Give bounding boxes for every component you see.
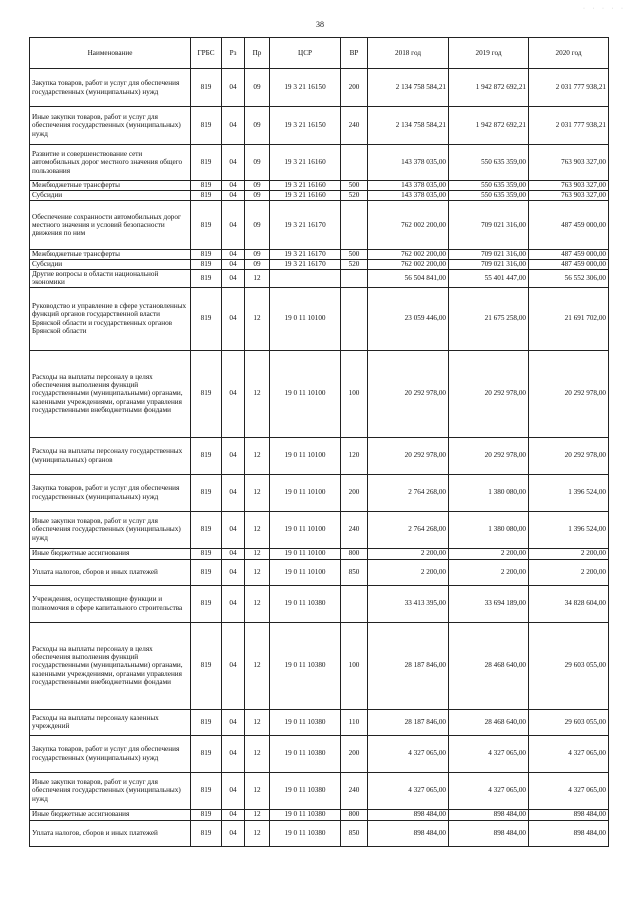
row-vr: 800 bbox=[341, 548, 368, 559]
row-value-2018: 20 292 978,00 bbox=[368, 437, 449, 474]
row-grbs: 819 bbox=[191, 559, 222, 585]
row-value-2020: 1 396 524,00 bbox=[529, 474, 609, 511]
header-2018: 2018 год bbox=[368, 38, 449, 69]
row-grbs: 819 bbox=[191, 69, 222, 107]
row-rz: 04 bbox=[222, 511, 245, 548]
table-row bbox=[30, 69, 609, 107]
row-rz: 04 bbox=[222, 270, 245, 288]
row-value-2019: 1 380 080,00 bbox=[449, 474, 529, 511]
row-value-2018: 2 134 758 584,21 bbox=[368, 107, 449, 145]
row-vr: 110 bbox=[341, 709, 368, 735]
row-rz: 04 bbox=[222, 709, 245, 735]
row-vr: 240 bbox=[341, 107, 368, 145]
row-name: Уплата налогов, сборов и иных платежей bbox=[30, 559, 191, 585]
row-grbs: 819 bbox=[191, 107, 222, 145]
row-rz: 04 bbox=[222, 622, 245, 709]
row-value-2019: 709 021 316,00 bbox=[449, 250, 529, 260]
row-name: Расходы на выплаты персоналу в целях обеспечения выполнения функций государственными (муниципальными) органами, казенными учреждениями, органами управления государственными внебюджетными фондами bbox=[30, 350, 191, 437]
row-pr: 12 bbox=[245, 511, 270, 548]
row-value-2020: 763 903 327,00 bbox=[529, 145, 609, 181]
row-name: Расходы на выплаты персоналу в целях обеспечения выполнения функций государственными (муниципальными) органами, казенными учреждениями, органами управления государственными внебюджетными фондами bbox=[30, 622, 191, 709]
row-value-2020: 1 396 524,00 bbox=[529, 511, 609, 548]
row-grbs: 819 bbox=[191, 260, 222, 270]
row-pr: 12 bbox=[245, 735, 270, 772]
row-value-2020: 898 484,00 bbox=[529, 820, 609, 846]
row-value-2018: 4 327 065,00 bbox=[368, 772, 449, 809]
row-grbs: 819 bbox=[191, 191, 222, 201]
row-rz: 04 bbox=[222, 350, 245, 437]
table-row bbox=[30, 260, 609, 270]
row-name: Обеспечение сохранности автомобильных дорог местного значения и условий безопасности движения по ним bbox=[30, 201, 191, 250]
row-name: Межбюджетные трансферты bbox=[30, 181, 191, 191]
row-value-2018: 28 187 846,00 bbox=[368, 709, 449, 735]
row-grbs: 819 bbox=[191, 709, 222, 735]
row-value-2018: 762 002 200,00 bbox=[368, 250, 449, 260]
row-grbs: 819 bbox=[191, 270, 222, 288]
row-name: Руководство и управление в сфере установленных функций органов государственной власти Брянской области и государственных органов Брянской области bbox=[30, 287, 191, 350]
table-row bbox=[30, 201, 609, 250]
row-csr: 19 0 11 10100 bbox=[270, 511, 341, 548]
row-vr: 200 bbox=[341, 69, 368, 107]
row-value-2019: 21 675 258,00 bbox=[449, 287, 529, 350]
row-csr: 19 0 11 10380 bbox=[270, 809, 341, 820]
row-name: Расходы на выплаты персоналу государственных (муниципальных) органов bbox=[30, 437, 191, 474]
row-csr: 19 3 21 16170 bbox=[270, 250, 341, 260]
row-vr: 500 bbox=[341, 181, 368, 191]
row-value-2020: 34 828 604,00 bbox=[529, 585, 609, 622]
header-2019: 2019 год bbox=[449, 38, 529, 69]
header-rz: Рз bbox=[222, 38, 245, 69]
table-row bbox=[30, 287, 609, 350]
row-pr: 09 bbox=[245, 260, 270, 270]
row-value-2019: 550 635 359,00 bbox=[449, 181, 529, 191]
row-value-2018: 2 200,00 bbox=[368, 548, 449, 559]
row-value-2020: 763 903 327,00 bbox=[529, 191, 609, 201]
page-number: 38 bbox=[316, 20, 324, 29]
row-csr: 19 0 11 10380 bbox=[270, 772, 341, 809]
row-value-2019: 709 021 316,00 bbox=[449, 201, 529, 250]
row-name: Субсидии bbox=[30, 260, 191, 270]
row-name: Иные закупки товаров, работ и услуг для обеспечения государственных (муниципальных) нужд bbox=[30, 107, 191, 145]
row-value-2019: 550 635 359,00 bbox=[449, 191, 529, 201]
row-csr: 19 0 11 10380 bbox=[270, 820, 341, 846]
row-vr: 520 bbox=[341, 260, 368, 270]
row-csr: 19 3 21 16170 bbox=[270, 260, 341, 270]
row-pr: 09 bbox=[245, 69, 270, 107]
row-rz: 04 bbox=[222, 548, 245, 559]
row-rz: 04 bbox=[222, 107, 245, 145]
row-value-2019: 550 635 359,00 bbox=[449, 145, 529, 181]
row-rz: 04 bbox=[222, 474, 245, 511]
table-row bbox=[30, 250, 609, 260]
row-grbs: 819 bbox=[191, 622, 222, 709]
table-row bbox=[30, 820, 609, 846]
row-grbs: 819 bbox=[191, 585, 222, 622]
table-row bbox=[30, 474, 609, 511]
row-rz: 04 bbox=[222, 559, 245, 585]
table-row bbox=[30, 809, 609, 820]
header-grbs: ГРБС bbox=[191, 38, 222, 69]
row-rz: 04 bbox=[222, 772, 245, 809]
row-value-2020: 487 459 000,00 bbox=[529, 260, 609, 270]
row-pr: 09 bbox=[245, 181, 270, 191]
row-value-2018: 2 764 268,00 bbox=[368, 474, 449, 511]
row-value-2018: 33 413 395,00 bbox=[368, 585, 449, 622]
row-csr: 19 3 21 16170 bbox=[270, 201, 341, 250]
row-value-2019: 2 200,00 bbox=[449, 559, 529, 585]
row-pr: 12 bbox=[245, 559, 270, 585]
row-rz: 04 bbox=[222, 181, 245, 191]
table-row bbox=[30, 772, 609, 809]
row-rz: 04 bbox=[222, 250, 245, 260]
row-value-2018: 20 292 978,00 bbox=[368, 350, 449, 437]
header-2020: 2020 год bbox=[529, 38, 609, 69]
row-value-2019: 55 401 447,00 bbox=[449, 270, 529, 288]
row-pr: 12 bbox=[245, 437, 270, 474]
table-row bbox=[30, 270, 609, 288]
row-value-2020: 487 459 000,00 bbox=[529, 250, 609, 260]
row-grbs: 819 bbox=[191, 820, 222, 846]
row-grbs: 819 bbox=[191, 250, 222, 260]
row-csr: 19 0 11 10100 bbox=[270, 287, 341, 350]
table-row bbox=[30, 622, 609, 709]
row-value-2018: 2 200,00 bbox=[368, 559, 449, 585]
row-name: Иные бюджетные ассигнования bbox=[30, 809, 191, 820]
row-vr: 800 bbox=[341, 809, 368, 820]
row-grbs: 819 bbox=[191, 735, 222, 772]
row-pr: 12 bbox=[245, 474, 270, 511]
row-pr: 12 bbox=[245, 585, 270, 622]
row-value-2020: 20 292 978,00 bbox=[529, 350, 609, 437]
row-value-2018: 898 484,00 bbox=[368, 809, 449, 820]
row-grbs: 819 bbox=[191, 201, 222, 250]
row-value-2020: 29 603 055,00 bbox=[529, 709, 609, 735]
row-name: Развитие и совершенствование сети автомобильных дорог местного значения общего пользования bbox=[30, 145, 191, 181]
row-value-2018: 23 059 446,00 bbox=[368, 287, 449, 350]
row-grbs: 819 bbox=[191, 809, 222, 820]
table-row bbox=[30, 191, 609, 201]
row-name: Межбюджетные трансферты bbox=[30, 250, 191, 260]
row-vr bbox=[341, 287, 368, 350]
row-value-2018: 762 002 200,00 bbox=[368, 260, 449, 270]
row-name: Закупка товаров, работ и услуг для обеспечения государственных (муниципальных) нужд bbox=[30, 69, 191, 107]
table-row bbox=[30, 350, 609, 437]
row-pr: 12 bbox=[245, 270, 270, 288]
row-value-2019: 1 942 872 692,21 bbox=[449, 107, 529, 145]
row-name: Субсидии bbox=[30, 191, 191, 201]
row-vr bbox=[341, 270, 368, 288]
row-vr: 240 bbox=[341, 772, 368, 809]
budget-table bbox=[29, 37, 609, 847]
margin-marks: · · · · · bbox=[583, 6, 626, 12]
table-row bbox=[30, 559, 609, 585]
row-name: Иные бюджетные ассигнования bbox=[30, 548, 191, 559]
table-row bbox=[30, 437, 609, 474]
row-vr: 100 bbox=[341, 350, 368, 437]
row-vr: 240 bbox=[341, 511, 368, 548]
row-value-2020: 20 292 978,00 bbox=[529, 437, 609, 474]
row-pr: 12 bbox=[245, 820, 270, 846]
row-rz: 04 bbox=[222, 585, 245, 622]
row-rz: 04 bbox=[222, 809, 245, 820]
row-value-2018: 143 378 035,00 bbox=[368, 145, 449, 181]
row-grbs: 819 bbox=[191, 350, 222, 437]
row-grbs: 819 bbox=[191, 474, 222, 511]
row-csr: 19 3 21 16160 bbox=[270, 191, 341, 201]
row-value-2020: 487 459 000,00 bbox=[529, 201, 609, 250]
table-row bbox=[30, 181, 609, 191]
row-csr bbox=[270, 270, 341, 288]
row-value-2018: 143 378 035,00 bbox=[368, 191, 449, 201]
row-pr: 12 bbox=[245, 772, 270, 809]
row-rz: 04 bbox=[222, 735, 245, 772]
row-value-2019: 1 380 080,00 bbox=[449, 511, 529, 548]
row-value-2020: 763 903 327,00 bbox=[529, 181, 609, 191]
row-value-2018: 898 484,00 bbox=[368, 820, 449, 846]
row-grbs: 819 bbox=[191, 772, 222, 809]
row-grbs: 819 bbox=[191, 145, 222, 181]
row-vr bbox=[341, 145, 368, 181]
row-grbs: 819 bbox=[191, 437, 222, 474]
row-value-2019: 898 484,00 bbox=[449, 820, 529, 846]
row-csr: 19 0 11 10380 bbox=[270, 622, 341, 709]
row-vr: 850 bbox=[341, 820, 368, 846]
row-csr: 19 3 21 16160 bbox=[270, 181, 341, 191]
row-name: Учреждения, осуществляющие функции и полномочия в сфере капитального строительства bbox=[30, 585, 191, 622]
row-value-2018: 28 187 846,00 bbox=[368, 622, 449, 709]
table-body bbox=[30, 69, 609, 847]
row-vr: 500 bbox=[341, 250, 368, 260]
row-rz: 04 bbox=[222, 69, 245, 107]
header-csr: ЦСР bbox=[270, 38, 341, 69]
header-pr: Пр bbox=[245, 38, 270, 69]
row-value-2019: 33 694 189,00 bbox=[449, 585, 529, 622]
row-grbs: 819 bbox=[191, 287, 222, 350]
row-rz: 04 bbox=[222, 820, 245, 846]
table-row bbox=[30, 511, 609, 548]
table-row bbox=[30, 585, 609, 622]
row-value-2020: 4 327 065,00 bbox=[529, 735, 609, 772]
row-value-2019: 898 484,00 bbox=[449, 809, 529, 820]
row-pr: 12 bbox=[245, 622, 270, 709]
row-pr: 12 bbox=[245, 809, 270, 820]
row-name: Уплата налогов, сборов и иных платежей bbox=[30, 820, 191, 846]
row-value-2019: 28 468 640,00 bbox=[449, 709, 529, 735]
row-value-2019: 709 021 316,00 bbox=[449, 260, 529, 270]
row-value-2018: 143 378 035,00 bbox=[368, 181, 449, 191]
table-row bbox=[30, 145, 609, 181]
row-value-2020: 4 327 065,00 bbox=[529, 772, 609, 809]
table-row bbox=[30, 107, 609, 145]
row-value-2019: 20 292 978,00 bbox=[449, 437, 529, 474]
row-vr: 120 bbox=[341, 437, 368, 474]
row-vr: 100 bbox=[341, 622, 368, 709]
row-pr: 09 bbox=[245, 250, 270, 260]
row-value-2020: 21 691 702,00 bbox=[529, 287, 609, 350]
row-vr: 200 bbox=[341, 474, 368, 511]
row-value-2020: 898 484,00 bbox=[529, 809, 609, 820]
table-row bbox=[30, 709, 609, 735]
row-name: Закупка товаров, работ и услуг для обеспечения государственных (муниципальных) нужд bbox=[30, 735, 191, 772]
row-value-2020: 29 603 055,00 bbox=[529, 622, 609, 709]
row-value-2019: 1 942 872 692,21 bbox=[449, 69, 529, 107]
row-csr: 19 3 21 16150 bbox=[270, 69, 341, 107]
row-value-2020: 2 031 777 938,21 bbox=[529, 69, 609, 107]
row-vr: 520 bbox=[341, 191, 368, 201]
row-csr: 19 3 21 16150 bbox=[270, 107, 341, 145]
row-csr: 19 0 11 10100 bbox=[270, 559, 341, 585]
row-pr: 12 bbox=[245, 548, 270, 559]
row-value-2018: 2 134 758 584,21 bbox=[368, 69, 449, 107]
row-name: Иные закупки товаров, работ и услуг для обеспечения государственных (муниципальных) нужд bbox=[30, 772, 191, 809]
row-grbs: 819 bbox=[191, 511, 222, 548]
row-value-2018: 56 504 841,00 bbox=[368, 270, 449, 288]
row-rz: 04 bbox=[222, 191, 245, 201]
row-csr: 19 0 11 10380 bbox=[270, 735, 341, 772]
row-value-2020: 2 200,00 bbox=[529, 559, 609, 585]
row-value-2019: 4 327 065,00 bbox=[449, 735, 529, 772]
row-value-2019: 4 327 065,00 bbox=[449, 772, 529, 809]
row-name: Закупка товаров, работ и услуг для обеспечения государственных (муниципальных) нужд bbox=[30, 474, 191, 511]
row-grbs: 819 bbox=[191, 548, 222, 559]
row-value-2020: 2 200,00 bbox=[529, 548, 609, 559]
row-csr: 19 0 11 10100 bbox=[270, 437, 341, 474]
row-rz: 04 bbox=[222, 201, 245, 250]
row-name: Другие вопросы в области национальной экономики bbox=[30, 270, 191, 288]
table-header-row bbox=[30, 38, 609, 69]
table-row bbox=[30, 735, 609, 772]
row-value-2019: 2 200,00 bbox=[449, 548, 529, 559]
row-value-2018: 2 764 268,00 bbox=[368, 511, 449, 548]
row-value-2019: 20 292 978,00 bbox=[449, 350, 529, 437]
row-value-2018: 4 327 065,00 bbox=[368, 735, 449, 772]
row-rz: 04 bbox=[222, 145, 245, 181]
table-row bbox=[30, 548, 609, 559]
row-value-2018: 762 002 200,00 bbox=[368, 201, 449, 250]
row-value-2019: 28 468 640,00 bbox=[449, 622, 529, 709]
row-csr: 19 3 21 16160 bbox=[270, 145, 341, 181]
header-vr: ВР bbox=[341, 38, 368, 69]
row-name: Иные закупки товаров, работ и услуг для обеспечения государственных (муниципальных) нужд bbox=[30, 511, 191, 548]
row-vr: 850 bbox=[341, 559, 368, 585]
row-pr: 09 bbox=[245, 191, 270, 201]
row-name: Расходы на выплаты персоналу казенных учреждений bbox=[30, 709, 191, 735]
row-csr: 19 0 11 10100 bbox=[270, 474, 341, 511]
row-pr: 09 bbox=[245, 145, 270, 181]
row-pr: 12 bbox=[245, 350, 270, 437]
row-rz: 04 bbox=[222, 437, 245, 474]
row-rz: 04 bbox=[222, 260, 245, 270]
row-rz: 04 bbox=[222, 287, 245, 350]
row-pr: 09 bbox=[245, 201, 270, 250]
row-csr: 19 0 11 10380 bbox=[270, 585, 341, 622]
row-csr: 19 0 11 10100 bbox=[270, 548, 341, 559]
row-pr: 12 bbox=[245, 287, 270, 350]
row-pr: 09 bbox=[245, 107, 270, 145]
row-csr: 19 0 11 10380 bbox=[270, 709, 341, 735]
header-name: Наименование bbox=[30, 38, 191, 69]
row-csr: 19 0 11 10100 bbox=[270, 350, 341, 437]
row-vr bbox=[341, 201, 368, 250]
row-grbs: 819 bbox=[191, 181, 222, 191]
row-vr bbox=[341, 585, 368, 622]
row-value-2020: 56 552 306,00 bbox=[529, 270, 609, 288]
row-value-2020: 2 031 777 938,21 bbox=[529, 107, 609, 145]
row-vr: 200 bbox=[341, 735, 368, 772]
row-pr: 12 bbox=[245, 709, 270, 735]
